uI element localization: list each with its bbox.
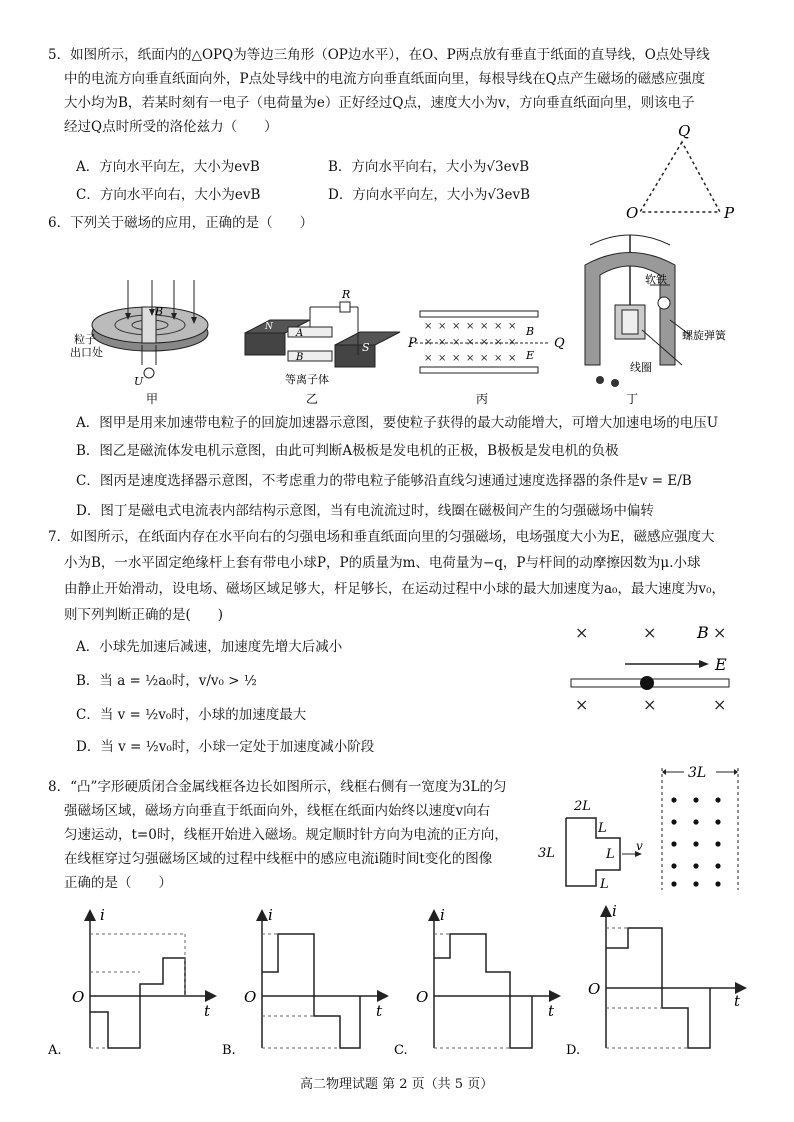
yi-a-label: A [296, 328, 304, 339]
yi-r-label: R [342, 288, 351, 301]
q6-option-c: C．图丙是速度选择器示意图，不考虑重力的带电粒子能够沿直线匀速通过速度选择器的条件是v = E/B [76, 473, 692, 489]
ding-coil: 线圈 [630, 361, 652, 374]
q6-option-d: D．图丁是磁电式电流表内部结构示意图，当有电流流过时，线圈在磁极间产生的匀强磁场中偏转 [76, 503, 654, 519]
graph-b-t: t [376, 1002, 383, 1020]
bing-q-label: Q [554, 336, 565, 351]
svg-text:×: × [480, 337, 489, 348]
q7-line-1: 7．如图所示，在纸面内存在水平向右的匀强电场和垂直纸面向里的匀强磁场，电场强度大小为E，磁感应强度大 [48, 529, 715, 545]
svg-text:×: × [438, 321, 447, 332]
graph-a-o: O [72, 988, 85, 1006]
svg-text:×: × [713, 695, 727, 714]
fig-bing-velocity-selector [407, 311, 565, 406]
bing-p-label: P [408, 336, 417, 351]
q7-rod-figure [565, 618, 745, 718]
q8-line-4: 在线框穿过匀强磁场区域的过程中线框中的感应电流i随时间t变化的图像 [64, 851, 493, 867]
svg-text:×: × [643, 623, 657, 642]
svg-text:×: × [713, 623, 727, 642]
q8-graphs [44, 900, 764, 1060]
q5-option-b: B．方向水平向右，大小为√3evB [328, 159, 530, 175]
q7-line-3: 由静止开始滑动，设电场、磁场区域足够大，杆足够长，在运动过程中小球的最大加速度为a₀，最大速度为v₀， [64, 581, 725, 597]
q8-line-2: 强磁场区域，磁场方向垂直于纸面向外，线框在纸面内始终以速度v向右 [64, 803, 491, 819]
label-p: P [724, 204, 735, 222]
graph-d-label: D. [566, 1043, 581, 1058]
svg-text:×: × [424, 337, 433, 348]
frame-l-mid-label: L [606, 847, 615, 862]
q6-figures [70, 225, 750, 410]
jia-u-label: U [134, 375, 144, 388]
q7-ball [640, 676, 654, 690]
triangle-opq [640, 142, 720, 212]
q7-line-4: 则下列判断正确的是( ) [64, 607, 224, 623]
jia-caption: 甲 [146, 392, 159, 406]
q7-b-label: B [697, 623, 709, 642]
q8-line-3: 匀速运动，t=0时，线框开始进入磁场。规定顺时针方向为电流的正方向， [64, 827, 508, 843]
graph-a [47, 906, 214, 1058]
svg-text:×: × [494, 321, 503, 332]
q6-option-a: A．图甲是用来加速带电粒子的回旋加速器示意图，要使粒子获得的最大动能增大，可增大加速电场的电压U [76, 415, 719, 431]
graph-b-label: B. [222, 1043, 236, 1058]
jia-particle-label: 粒子 [74, 333, 96, 346]
jia-exit-label: 出口处 [70, 346, 103, 359]
q7-option-b: B．当 a = ½a₀时，v/v₀ > ½ [76, 673, 257, 689]
q7-option-d: D．当 v = ½v₀时，小球一定处于加速度减小阶段 [76, 739, 375, 755]
bing-caption: 丙 [476, 392, 489, 406]
frame-2l-label: 2L [574, 799, 591, 814]
q7-option-c: C．当 v = ½v₀时，小球的加速度最大 [76, 707, 307, 723]
graph-c-label: C. [394, 1043, 408, 1058]
graph-d-t: t [734, 992, 741, 1010]
svg-text:×: × [643, 695, 657, 714]
fig-ding-galvanometer [585, 235, 727, 406]
q7-option-a: A．小球先加速后减速，加速度先增大后减小 [76, 639, 343, 655]
ding-spring: 螺旋弹簧 [682, 329, 726, 342]
graph-c-o: O [416, 988, 429, 1006]
frame-l-top-label: L [598, 821, 607, 836]
graph-d-i: i [612, 902, 617, 920]
svg-text:×: × [466, 321, 475, 332]
svg-text:×: × [508, 337, 517, 348]
frame-l-bot-label: L [600, 877, 609, 892]
page-footer: 高二物理试题 第 2 页（共 5 页） [300, 1077, 494, 1092]
graph-d [566, 902, 744, 1058]
field-dots [671, 797, 720, 886]
q7-line-2: 小为B，一水平固定绝缘杆上套有带电小球P，P的质量为m、电荷量为−q，P与杆间的动摩擦因数为μ.小球 [64, 555, 701, 571]
fig-jia-cyclotron [70, 280, 208, 406]
svg-text:×: × [508, 321, 517, 332]
graph-b-i: i [268, 906, 273, 924]
graph-b-o: O [244, 988, 257, 1006]
q6-stem: 6．下列关于磁场的应用，正确的是（ ） [48, 215, 314, 231]
q5-option-d: D．方向水平向左，大小为√3evB [328, 187, 531, 203]
svg-text:×: × [424, 321, 433, 332]
q5-line-1: 5．如图所示，纸面内的△OPQ为等边三角形（OP边水平），在O、P两点放有垂直于纸面的直导线，O点处导线 [48, 47, 710, 63]
svg-text:×: × [508, 353, 517, 364]
svg-text:×: × [424, 353, 433, 364]
ding-soft-iron: 软铁 [645, 273, 667, 286]
graph-c-t: t [548, 1002, 555, 1020]
svg-text:×: × [494, 353, 503, 364]
q5-line-4: 经过Q点时所受的洛伦兹力（ ） [64, 119, 278, 135]
graph-a-t: t [204, 1002, 211, 1020]
q5-option-c: C．方向水平向右，大小为evB [76, 187, 261, 203]
bing-b-label: B [526, 325, 535, 338]
graph-b [222, 906, 386, 1058]
q5-line-2: 中的电流方向垂直纸面向外，P点处导线中的电流方向垂直纸面向里，每根导线在Q点产生磁场的磁感应强度 [64, 71, 706, 87]
label-o: O [626, 204, 639, 222]
svg-text:×: × [575, 695, 589, 714]
label-q: Q [678, 122, 691, 140]
yi-n-label: N [265, 322, 273, 332]
q8-frame-figure [534, 760, 754, 895]
q5-option-a: A．方向水平向左，大小为evB [76, 159, 260, 175]
yi-caption: 乙 [306, 392, 319, 406]
svg-text:×: × [466, 353, 475, 364]
svg-text:×: × [466, 337, 475, 348]
svg-text:×: × [452, 337, 461, 348]
field-width-label: 3L [688, 765, 707, 781]
svg-text:×: × [438, 337, 447, 348]
q8-line-1: 8．“凸”字形硬质闭合金属线框各边长如图所示，线框右侧有一宽度为3L的匀 [48, 779, 507, 795]
yi-s-label: S [362, 341, 370, 354]
graph-d-o: O [588, 980, 601, 998]
ding-caption: 丁 [626, 392, 639, 406]
q7-e-label: E [715, 655, 727, 674]
graph-a-label: A. [48, 1043, 62, 1058]
frame-3l-label: 3L [538, 846, 555, 861]
velocity-label: v [636, 839, 643, 853]
svg-text:×: × [480, 353, 489, 364]
q5-triangle-figure [620, 120, 750, 225]
svg-text:×: × [452, 321, 461, 332]
q6-option-b: B．图乙是磁流体发电机示意图，由此可判断A极板是发电机的正极，B极板是发电机的负极 [76, 443, 619, 459]
graph-c [394, 906, 558, 1058]
q5-line-3: 大小均为B，若某时刻有一电子（电荷量为e）正好经过Q点，速度大小为v，方向垂直纸面向里，则该电子 [64, 95, 695, 111]
graph-c-i: i [440, 906, 445, 924]
svg-text:×: × [494, 337, 503, 348]
svg-text:×: × [452, 353, 461, 364]
svg-text:×: × [575, 623, 589, 642]
svg-text:×: × [480, 321, 489, 332]
graph-a-i: i [100, 906, 105, 924]
jia-b-label: B [155, 305, 164, 318]
bing-e-label: E [526, 349, 535, 362]
q8-line-5: 正确的是（ ） [64, 875, 172, 891]
fig-yi-mhd-generator [245, 288, 400, 406]
yi-b-label: B [296, 352, 304, 363]
svg-text:×: × [438, 353, 447, 364]
yi-plasma-label: 等离子体 [285, 373, 329, 386]
